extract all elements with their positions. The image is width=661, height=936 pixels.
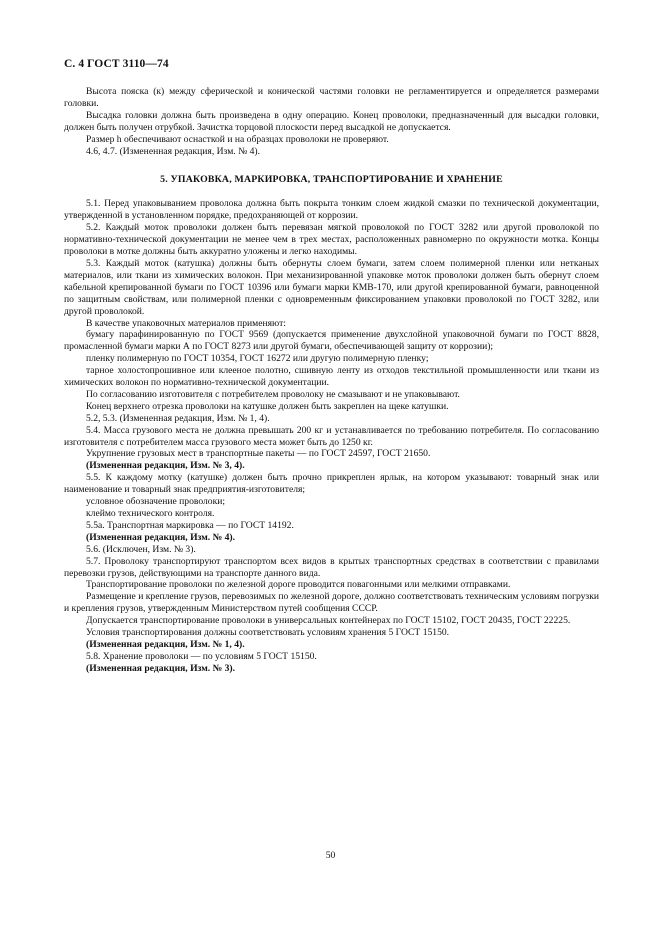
paragraph: пленку полимерную по ГОСТ 10354, ГОСТ 16272 или другую полимерную пленку;: [86, 353, 429, 365]
revision-note: (Измененная редакция, Изм. № 3).: [86, 662, 236, 674]
paragraph: 5.2. Каждый моток проволоки должен быть перевязан мягкой проволокой по ГОСТ 3282 или другой проволокой по нормативно-технической документации не менее чем в трех местах, расположенных равномерно по окружности мотка. Концы проволоки в мотке должны быть аккуратно уложены и легко находимы.: [64, 222, 599, 258]
paragraph: Высота пояска (к) между сферической и конической частями головки не регламентируется и определяется размерами головки.: [64, 86, 599, 109]
paragraph: клеймо технического контроля.: [86, 508, 215, 519]
paragraph: 4.6, 4.7. (Измененная редакция, Изм. № 4).: [86, 145, 261, 157]
paragraph: тарное холостопрошивное или клееное полотно, сшивную ленту из отходов текстильной промышленности или ткани из химических волокон по нормативно-технической документации.: [64, 365, 599, 389]
paragraph: Высадка головки должна быть произведена в одну операцию. Конец проволоки, предназначенный для высадки головки, должен быть получен отрубкой. Зачистка торцовой плоскости перед высадкой не допускается.: [64, 109, 599, 133]
paragraph: Транспортирование проволоки по железной дороге проводится повагонными или мелкими отправками.: [86, 579, 511, 591]
paragraph: По согласованию изготовителя с потребителем проволоку не смазывают и не упаковывают.: [86, 388, 460, 400]
paragraph: 5.2, 5.3. (Измененная редакция, Изм. № 1, 4).: [86, 412, 270, 424]
paragraph: 5.8. Хранение проволоки — по условиям 5 ГОСТ 15150.: [86, 650, 317, 662]
intro-text: [64, 86, 599, 157]
paragraph: 5.5а. Транспортная маркировка — по ГОСТ 14192.: [86, 519, 294, 531]
paragraph: Размер h обеспечивают оснасткой и на образцах проволоки не проверяют.: [86, 133, 389, 145]
paragraph: Размещение и крепление грузов, перевозимых по железной дороге, должно соответствовать техническим условиям погрузки и крепления грузов, утвержденным Министерством путей сообщения СССР.: [64, 591, 599, 615]
paragraph: Допускается транспортирование проволоки в универсальных контейнерах по ГОСТ 15102, ГОСТ 20435, ГОСТ 22225.: [86, 615, 571, 627]
paragraph: 5.3. Каждый моток (катушка) должны быть обернуты слоем бумаги, затем слоем полимерной пленки или нетканых материалов, или ткани из химических волокон. При механизированной упаковке моток проволоки должен быть обернут слоем кабельной крепированной бумаги по ГОСТ 10396 или бумаги марки КМВ-170, или другой крепированной бумаги, равноценной по защитным свойствам, или полимерной пленки с одновременным фиксированием упаковки проволокой по ГОСТ 3282, или другой проволокой.: [64, 257, 599, 317]
revision-note: (Измененная редакция, Изм. № 1, 4).: [86, 638, 245, 650]
paragraph: Условия транспортирования должны соответствовать условиям хранения 5 ГОСТ 15150.: [86, 627, 450, 639]
section-title: 5. УПАКОВКА, МАРКИРОВКА, ТРАНСПОРТИРОВАНИЕ И ХРАНЕНИЕ: [160, 174, 503, 186]
paragraph: условное обозначение проволоки;: [86, 496, 226, 508]
paragraph: бумагу парафинированную по ГОСТ 9569 (допускается применение двухслойной упаковочной бумаги по ГОСТ 8828, промасленной бумаги марки А по ГОСТ 8273 или другой бумаги, обеспечивающей защиту от коррозии);: [64, 329, 599, 353]
paragraph: 5.7. Проволоку транспортируют транспортом всех видов в крытых транспортных средствах в соответствии с правилами перевозки грузов, действующими на транспорте данного вида.: [64, 555, 599, 579]
paragraph: Укрупнение грузовых мест в транспортные пакеты — по ГОСТ 24597, ГОСТ 21650.: [86, 448, 431, 460]
paragraph: 5.6. (Исключен, Изм. № 3).: [86, 543, 196, 555]
paragraph: Конец верхнего отрезка проволоки на катушке должен быть закреплен на щеке катушки.: [86, 400, 449, 412]
revision-note: (Измененная редакция, Изм. № 3, 4).: [86, 460, 245, 472]
paragraph: 5.1. Перед упаковыванием проволока должна быть покрыта тонким слоем жидкой смазки по технической документации, утвержденной в установленном порядке, предохраняющей от коррозии.: [64, 198, 599, 222]
paragraph: 5.4. Масса грузового места не должна превышать 200 кг и устанавливается по требованию потребителя. По согласованию изготовителя с потребителем масса грузового места может быть до 1250 кг.: [64, 424, 599, 448]
page-header: С. 4 ГОСТ 3110—74: [64, 58, 169, 70]
page-number: 50: [325, 850, 336, 861]
paragraph: В качестве упаковочных материалов применяют:: [86, 317, 286, 329]
section-body: [64, 198, 599, 674]
revision-note: (Измененная редакция, Изм. № 4).: [86, 531, 236, 543]
paragraph: 5.5. К каждому мотку (катушке) должен быть прочно прикреплен ярлык, на котором указывают: товарный знак или наименование и товарный знак предприятия-изготовителя;: [64, 472, 599, 496]
